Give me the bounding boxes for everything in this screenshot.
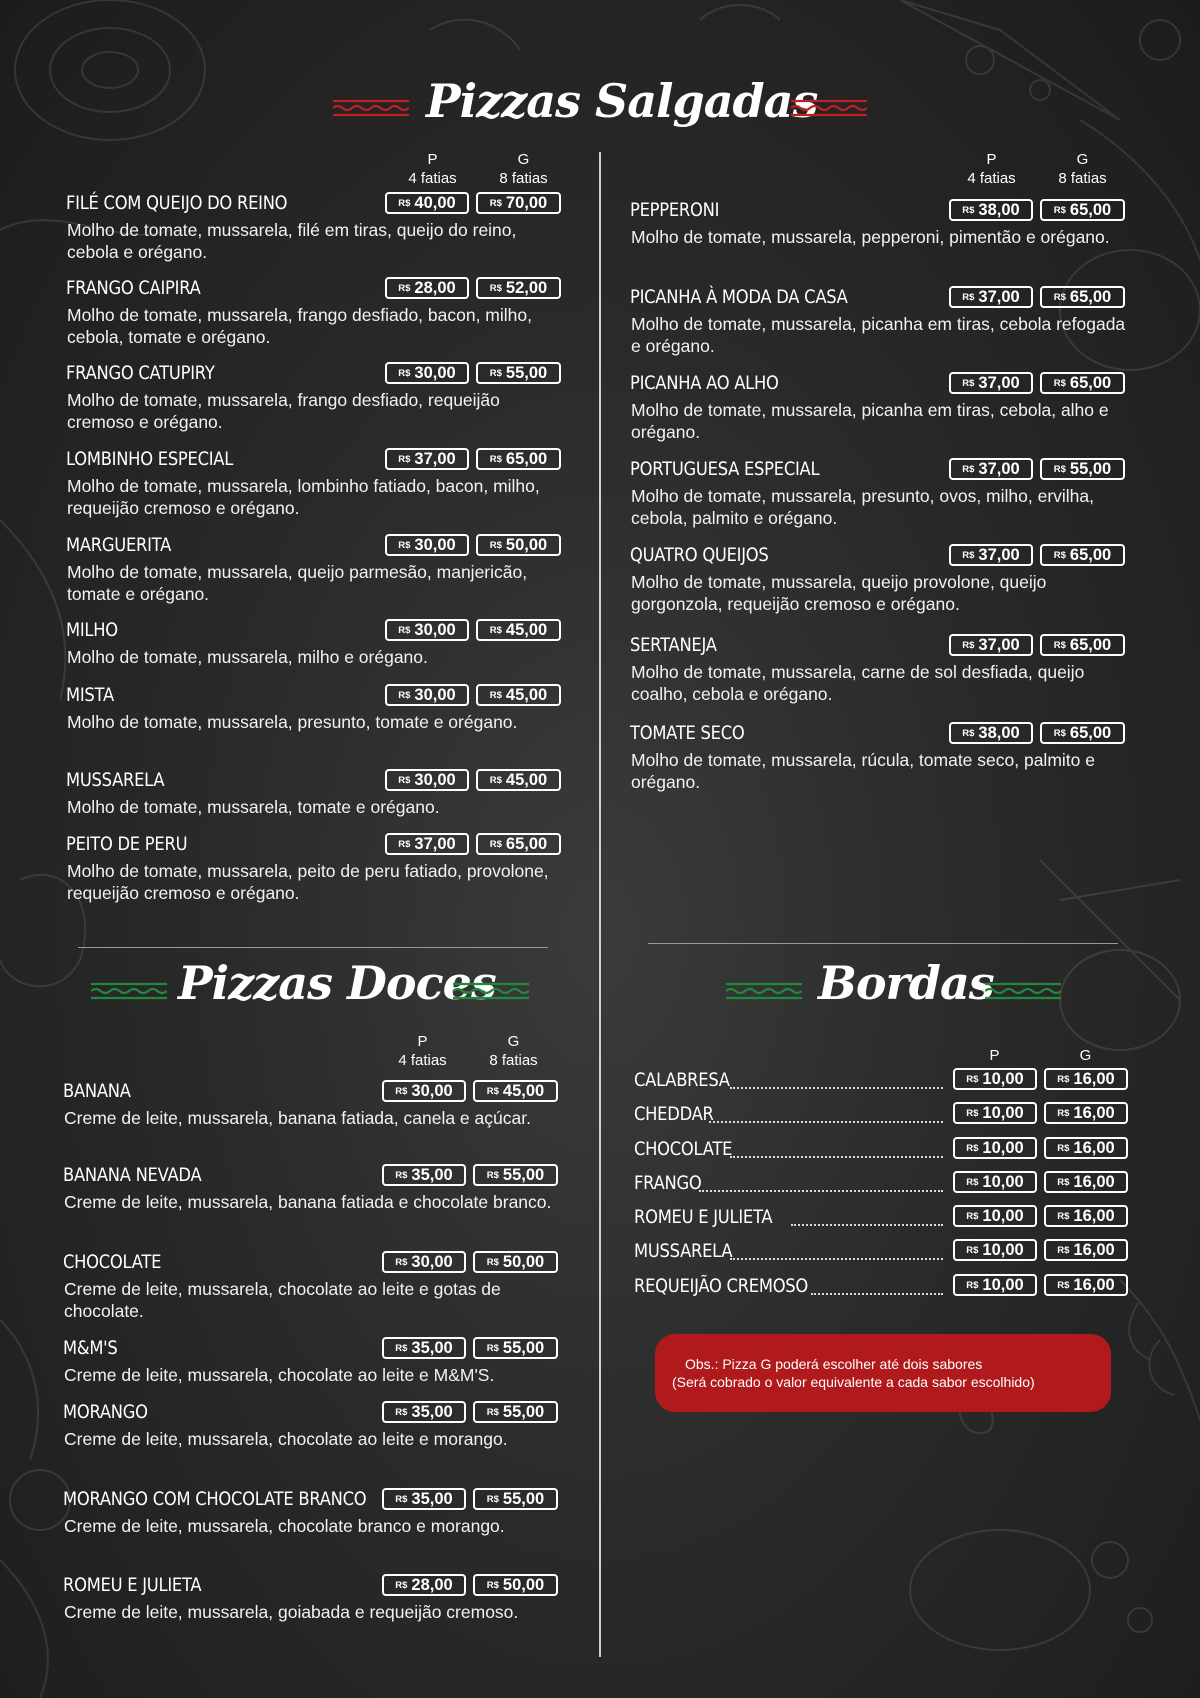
- currency-symbol: R$: [489, 282, 502, 294]
- currency-symbol: R$: [1053, 204, 1066, 216]
- currency-symbol: R$: [1057, 1073, 1070, 1085]
- price-p: [953, 1205, 1037, 1227]
- price-value: 37,00: [414, 449, 456, 468]
- price-g: [1044, 1205, 1128, 1227]
- price-value: 45,00: [505, 685, 548, 704]
- price-p: [385, 362, 469, 384]
- price-g: [476, 769, 561, 791]
- menu-item-description: Molho de tomate, mussarela, pepperoni, pimentão e orégano.: [631, 227, 1110, 247]
- menu-item: [66, 769, 566, 839]
- price-p: [385, 534, 469, 556]
- currency-symbol: R$: [395, 1169, 408, 1181]
- price-p: [382, 1080, 466, 1102]
- menu-item: [63, 1080, 563, 1150]
- price-value: 16,00: [1073, 1275, 1115, 1294]
- menu-item: [630, 286, 1130, 356]
- leader-dots: [730, 1258, 943, 1260]
- currency-symbol: R$: [398, 367, 411, 379]
- currency-symbol: R$: [489, 539, 502, 551]
- price-p: [953, 1274, 1037, 1296]
- price-value: 35,00: [411, 1165, 453, 1184]
- menu-item-description: Molho de tomate, mussarela, picanha em tiras, cebola, alho e orégano.: [631, 400, 1109, 442]
- price-p: [385, 277, 469, 299]
- price-p: [949, 634, 1033, 656]
- menu-item: [630, 372, 1130, 442]
- currency-symbol: R$: [1053, 291, 1066, 303]
- menu-item: [66, 448, 566, 518]
- currency-symbol: R$: [962, 727, 975, 739]
- menu-item: [630, 634, 1130, 704]
- price-value: 55,00: [505, 363, 548, 382]
- menu-item-description: Molho de tomate, mussarela, milho e orégano.: [67, 647, 428, 667]
- currency-symbol: R$: [966, 1210, 979, 1222]
- currency-symbol: R$: [398, 689, 411, 701]
- menu-item-name: PEITO DE PERU: [66, 833, 188, 855]
- currency-symbol: R$: [489, 838, 502, 850]
- price-value: 55,00: [502, 1489, 545, 1508]
- currency-symbol: R$: [966, 1142, 979, 1154]
- price-p: [949, 286, 1033, 308]
- currency-symbol: R$: [398, 838, 411, 850]
- currency-symbol: R$: [489, 624, 502, 636]
- price-p: [385, 769, 469, 791]
- currency-symbol: R$: [1057, 1210, 1070, 1222]
- menu-item-description: Creme de leite, mussarela, chocolate ao leite e M&M'S.: [64, 1365, 495, 1385]
- borda-item-name: CHEDDAR: [634, 1103, 714, 1125]
- price-value: 65,00: [505, 449, 548, 468]
- price-g: [476, 448, 561, 470]
- currency-symbol: R$: [966, 1073, 979, 1085]
- borda-item-name: ROMEU E JULIETA: [634, 1206, 773, 1228]
- currency-symbol: R$: [486, 1169, 499, 1181]
- price-g: [476, 534, 561, 556]
- price-g: [476, 833, 561, 855]
- menu-item: [63, 1488, 563, 1558]
- price-g: [473, 1337, 558, 1359]
- currency-symbol: R$: [395, 1579, 408, 1591]
- price-value: 35,00: [411, 1338, 453, 1357]
- currency-symbol: R$: [1053, 727, 1066, 739]
- currency-symbol: R$: [966, 1279, 979, 1291]
- price-value: 16,00: [1073, 1172, 1115, 1191]
- price-value: 30,00: [414, 535, 456, 554]
- currency-symbol: R$: [398, 774, 411, 786]
- borda-item-name: FRANGO: [634, 1172, 702, 1194]
- price-value: 38,00: [978, 200, 1020, 219]
- price-value: 30,00: [414, 770, 456, 789]
- price-value: 65,00: [1069, 200, 1112, 219]
- currency-symbol: R$: [486, 1579, 499, 1591]
- price-value: 28,00: [411, 1575, 453, 1594]
- menu-item: [63, 1164, 563, 1234]
- price-g: [1044, 1068, 1128, 1090]
- menu-item-description: Creme de leite, mussarela, goiabada e requeijão cremoso.: [64, 1602, 519, 1622]
- price-p: [949, 372, 1033, 394]
- menu-item-description: Molho de tomate, mussarela, queijo parmesão, manjericão, tomate e orégano.: [67, 562, 528, 604]
- menu-item-name: CHOCOLATE: [63, 1251, 162, 1273]
- menu-item-description: Molho de tomate, mussarela, picanha em tiras, cebola refogada e orégano.: [631, 314, 1126, 356]
- price-p: [385, 448, 469, 470]
- price-value: 28,00: [414, 278, 456, 297]
- price-p: [953, 1171, 1037, 1193]
- price-p: [385, 619, 469, 641]
- price-value: 30,00: [414, 620, 456, 639]
- menu-item-name: FRANGO CATUPIRY: [66, 362, 215, 384]
- price-value: 52,00: [505, 278, 548, 297]
- menu-item: [66, 362, 566, 432]
- menu-item-description: Creme de leite, mussarela, banana fatiada e chocolate branco.: [64, 1192, 552, 1212]
- menu-item-name: M&M'S: [63, 1337, 118, 1359]
- price-g: [473, 1251, 558, 1273]
- menu-item-name: MORANGO: [63, 1401, 148, 1423]
- price-value: 37,00: [414, 834, 456, 853]
- price-g: [476, 619, 561, 641]
- wave-divider-icon: [791, 98, 867, 118]
- currency-symbol: R$: [486, 1085, 499, 1097]
- currency-symbol: R$: [486, 1406, 499, 1418]
- size-header-g: G 8 fatias: [489, 1033, 538, 1069]
- section-title-salgadas: Pizzas Salgadas: [426, 74, 818, 128]
- currency-symbol: R$: [962, 377, 975, 389]
- menu-item-name: TOMATE SECO: [630, 722, 745, 744]
- price-value: 37,00: [978, 287, 1020, 306]
- price-value: 37,00: [978, 459, 1020, 478]
- price-p: [953, 1137, 1037, 1159]
- menu-item: [63, 1251, 563, 1321]
- currency-symbol: R$: [966, 1107, 979, 1119]
- menu-item-description: Molho de tomate, mussarela, queijo provolone, queijo gorgonzola, requeijão cremoso e orégano.: [631, 572, 1047, 614]
- menu-item-name: MUSSARELA: [66, 769, 165, 791]
- currency-symbol: R$: [1057, 1279, 1070, 1291]
- price-value: 55,00: [502, 1165, 545, 1184]
- price-value: 45,00: [505, 620, 548, 639]
- menu-item-description: Molho de tomate, mussarela, carne de sol desfiada, queijo coalho, cebola e orégano.: [631, 662, 1085, 704]
- size-header-g: G 8 fatias: [499, 151, 548, 187]
- menu-item: [630, 722, 1130, 792]
- price-p: [953, 1239, 1037, 1261]
- price-g: [1040, 372, 1125, 394]
- menu-item: [66, 534, 566, 604]
- price-g: [473, 1488, 558, 1510]
- currency-symbol: R$: [398, 624, 411, 636]
- price-value: 10,00: [982, 1069, 1024, 1088]
- horizontal-divider-left: [78, 947, 548, 948]
- leader-dots: [730, 1087, 943, 1089]
- price-g: [476, 362, 561, 384]
- currency-symbol: R$: [1057, 1142, 1070, 1154]
- menu-item-description: Molho de tomate, mussarela, tomate e orégano.: [67, 797, 440, 817]
- price-p: [382, 1337, 466, 1359]
- price-g: [1040, 458, 1125, 480]
- borda-item-name: REQUEIJÃO CREMOSO: [634, 1275, 809, 1297]
- price-g: [1040, 544, 1125, 566]
- price-value: 65,00: [1069, 723, 1112, 742]
- currency-symbol: R$: [486, 1256, 499, 1268]
- menu-item: [66, 833, 566, 903]
- section-title-bordas: Bordas: [818, 956, 994, 1010]
- price-p: [382, 1401, 466, 1423]
- borda-item-name: CALABRESA: [634, 1069, 730, 1091]
- currency-symbol: R$: [962, 204, 975, 216]
- price-value: 10,00: [982, 1275, 1024, 1294]
- price-p: [385, 192, 469, 214]
- currency-symbol: R$: [486, 1342, 499, 1354]
- currency-symbol: R$: [1053, 549, 1066, 561]
- menu-item: [66, 192, 566, 262]
- leader-dots: [709, 1121, 943, 1123]
- price-value: 55,00: [1069, 459, 1112, 478]
- currency-symbol: R$: [1057, 1244, 1070, 1256]
- currency-symbol: R$: [395, 1256, 408, 1268]
- menu-item: [66, 619, 566, 689]
- size-header-g: G: [1079, 1047, 1092, 1064]
- price-g: [473, 1164, 558, 1186]
- borda-item-name: MUSSARELA: [634, 1240, 733, 1262]
- price-p: [382, 1488, 466, 1510]
- price-g: [1044, 1239, 1128, 1261]
- price-p: [385, 833, 469, 855]
- price-g: [1040, 634, 1125, 656]
- leader-dots: [699, 1190, 943, 1192]
- currency-symbol: R$: [486, 1493, 499, 1505]
- price-p: [953, 1102, 1037, 1124]
- price-value: 35,00: [411, 1402, 453, 1421]
- currency-symbol: R$: [489, 774, 502, 786]
- wave-divider-icon: [333, 98, 409, 118]
- price-value: 30,00: [414, 685, 456, 704]
- menu-item-description: Molho de tomate, mussarela, presunto, tomate e orégano.: [67, 712, 518, 732]
- price-value: 70,00: [505, 193, 548, 212]
- obs-note-box: [655, 1334, 1111, 1412]
- menu-item-description: Creme de leite, mussarela, chocolate ao leite e gotas de chocolate.: [64, 1279, 501, 1321]
- menu-item-description: Molho de tomate, mussarela, frango desfiado, bacon, milho, cebola, tomate e orégano.: [67, 305, 532, 347]
- menu-item-name: BANANA NEVADA: [63, 1164, 202, 1186]
- currency-symbol: R$: [1053, 463, 1066, 475]
- currency-symbol: R$: [489, 453, 502, 465]
- price-value: 10,00: [982, 1206, 1024, 1225]
- menu-item-description: Creme de leite, mussarela, banana fatiada, canela e açúcar.: [64, 1108, 531, 1128]
- price-p: [949, 199, 1033, 221]
- price-value: 37,00: [978, 545, 1020, 564]
- price-value: 16,00: [1073, 1138, 1115, 1157]
- borda-item: [634, 1137, 1130, 1163]
- currency-symbol: R$: [962, 291, 975, 303]
- menu-item: [63, 1574, 563, 1644]
- price-g: [1040, 286, 1125, 308]
- menu-item-name: PEPPERONI: [630, 199, 720, 221]
- price-p: [949, 722, 1033, 744]
- price-g: [473, 1401, 558, 1423]
- leader-dots: [730, 1156, 943, 1158]
- borda-item: [634, 1205, 1130, 1231]
- price-value: 35,00: [411, 1489, 453, 1508]
- price-value: 45,00: [505, 770, 548, 789]
- price-g: [1044, 1274, 1128, 1296]
- borda-item: [634, 1171, 1130, 1197]
- price-p: [949, 544, 1033, 566]
- wave-divider-icon: [726, 981, 802, 1001]
- price-value: 16,00: [1073, 1240, 1115, 1259]
- price-g: [1040, 199, 1125, 221]
- currency-symbol: R$: [395, 1342, 408, 1354]
- menu-item-description: Molho de tomate, mussarela, presunto, ovos, milho, ervilha, cebola, palmito e orégano.: [631, 486, 1094, 528]
- price-p: [382, 1164, 466, 1186]
- menu-item-description: Molho de tomate, mussarela, rúcula, tomate seco, palmito e orégano.: [631, 750, 1095, 792]
- price-value: 65,00: [505, 834, 548, 853]
- menu-item-name: BANANA: [63, 1080, 131, 1102]
- size-header-p: P 4 fatias: [967, 151, 1016, 187]
- price-value: 65,00: [1069, 373, 1112, 392]
- price-value: 50,00: [505, 535, 548, 554]
- menu-item: [66, 277, 566, 347]
- menu-item-name: PORTUGUESA ESPECIAL: [630, 458, 820, 480]
- menu-item-description: Molho de tomate, mussarela, frango desfiado, requeijão cremoso e orégano.: [67, 390, 500, 432]
- wave-divider-icon: [91, 981, 167, 1001]
- price-value: 16,00: [1073, 1069, 1115, 1088]
- price-g: [476, 684, 561, 706]
- currency-symbol: R$: [489, 367, 502, 379]
- price-value: 16,00: [1073, 1103, 1115, 1122]
- menu-item: [630, 199, 1130, 269]
- price-value: 16,00: [1073, 1206, 1115, 1225]
- borda-item: [634, 1239, 1130, 1265]
- obs-line-2: (Será cobrado o valor equivalente a cada sabor escolhido): [672, 1374, 1035, 1390]
- price-value: 37,00: [978, 635, 1020, 654]
- price-value: 65,00: [1069, 635, 1112, 654]
- menu-item: [630, 544, 1130, 614]
- currency-symbol: R$: [1053, 377, 1066, 389]
- price-p: [385, 684, 469, 706]
- currency-symbol: R$: [398, 197, 411, 209]
- price-value: 37,00: [978, 373, 1020, 392]
- currency-symbol: R$: [1057, 1107, 1070, 1119]
- price-value: 38,00: [978, 723, 1020, 742]
- price-value: 55,00: [502, 1338, 545, 1357]
- menu-item-name: QUATRO QUEIJOS: [630, 544, 769, 566]
- price-value: 30,00: [411, 1252, 453, 1271]
- price-value: 50,00: [502, 1575, 545, 1594]
- menu-item: [630, 458, 1130, 528]
- price-g: [1044, 1137, 1128, 1159]
- price-g: [473, 1080, 558, 1102]
- price-value: 65,00: [1069, 287, 1112, 306]
- size-header-p: P 4 fatias: [408, 151, 457, 187]
- price-p: [949, 458, 1033, 480]
- price-p: [953, 1068, 1037, 1090]
- menu-item-name: FRANGO CAIPIRA: [66, 277, 201, 299]
- currency-symbol: R$: [966, 1244, 979, 1256]
- price-p: [382, 1251, 466, 1273]
- menu-item-description: Creme de leite, mussarela, chocolate branco e morango.: [64, 1516, 505, 1536]
- currency-symbol: R$: [962, 549, 975, 561]
- price-value: 55,00: [502, 1402, 545, 1421]
- menu-item-description: Molho de tomate, mussarela, filé em tiras, queijo do reino, cebola e orégano.: [67, 220, 517, 262]
- borda-item: [634, 1068, 1130, 1094]
- price-value: 10,00: [982, 1138, 1024, 1157]
- menu-item-name: SERTANEJA: [630, 634, 717, 656]
- vertical-divider: [599, 152, 601, 1657]
- menu-item-name: PICANHA AO ALHO: [630, 372, 779, 394]
- currency-symbol: R$: [962, 463, 975, 475]
- size-header-g: G 8 fatias: [1058, 151, 1107, 187]
- size-header-p: P 4 fatias: [398, 1033, 447, 1069]
- price-g: [1044, 1102, 1128, 1124]
- price-value: 50,00: [502, 1252, 545, 1271]
- borda-item: [634, 1102, 1130, 1128]
- price-value: 40,00: [414, 193, 456, 212]
- size-header-p: P: [989, 1047, 1000, 1064]
- leader-dots: [811, 1293, 943, 1295]
- price-value: 30,00: [411, 1081, 453, 1100]
- currency-symbol: R$: [1057, 1176, 1070, 1188]
- price-g: [473, 1574, 558, 1596]
- price-p: [382, 1574, 466, 1596]
- menu-item-description: Molho de tomate, mussarela, lombinho fatiado, bacon, milho, requeijão cremoso e orégano.: [67, 476, 540, 518]
- wave-divider-icon: [985, 981, 1061, 1001]
- currency-symbol: R$: [395, 1085, 408, 1097]
- price-value: 10,00: [982, 1103, 1024, 1122]
- menu-item-description: Molho de tomate, mussarela, peito de peru fatiado, provolone, requeijão cremoso e orégano.: [67, 861, 549, 903]
- menu-item-name: ROMEU E JULIETA: [63, 1574, 202, 1596]
- price-g: [1044, 1171, 1128, 1193]
- borda-item: [634, 1274, 1130, 1300]
- price-value: 30,00: [414, 363, 456, 382]
- borda-item-name: CHOCOLATE: [634, 1138, 733, 1160]
- currency-symbol: R$: [398, 282, 411, 294]
- menu-item-name: LOMBINHO ESPECIAL: [66, 448, 234, 470]
- price-value: 45,00: [502, 1081, 545, 1100]
- price-g: [476, 192, 561, 214]
- leader-dots: [791, 1224, 943, 1226]
- price-value: 10,00: [982, 1240, 1024, 1259]
- menu-item-name: MISTA: [66, 684, 114, 706]
- currency-symbol: R$: [962, 639, 975, 651]
- currency-symbol: R$: [398, 453, 411, 465]
- currency-symbol: R$: [489, 689, 502, 701]
- menu-item-name: MILHO: [66, 619, 118, 641]
- currency-symbol: R$: [489, 197, 502, 209]
- menu-item-name: PICANHA À MODA DA CASA: [630, 286, 848, 308]
- horizontal-divider-right: [648, 943, 1118, 944]
- price-value: 65,00: [1069, 545, 1112, 564]
- currency-symbol: R$: [395, 1406, 408, 1418]
- menu-item-description: Creme de leite, mussarela, chocolate ao leite e morango.: [64, 1429, 508, 1449]
- menu-item: [66, 684, 566, 754]
- wave-divider-icon: [453, 981, 529, 1001]
- price-g: [1040, 722, 1125, 744]
- obs-line-1: Obs.: Pizza G poderá escolher até dois sabores: [685, 1356, 983, 1372]
- menu-item-name: MARGUERITA: [66, 534, 172, 556]
- price-g: [476, 277, 561, 299]
- section-title-doces: Pizzas Doces: [178, 956, 496, 1010]
- currency-symbol: R$: [398, 539, 411, 551]
- menu-item: [63, 1401, 563, 1471]
- menu-item-name: MORANGO COM CHOCOLATE BRANCO: [63, 1488, 367, 1510]
- currency-symbol: R$: [966, 1176, 979, 1188]
- currency-symbol: R$: [1053, 639, 1066, 651]
- price-value: 10,00: [982, 1172, 1024, 1191]
- currency-symbol: R$: [395, 1493, 408, 1505]
- menu-item: [63, 1337, 563, 1407]
- menu-item-name: FILÉ COM QUEIJO DO REINO: [66, 192, 288, 214]
